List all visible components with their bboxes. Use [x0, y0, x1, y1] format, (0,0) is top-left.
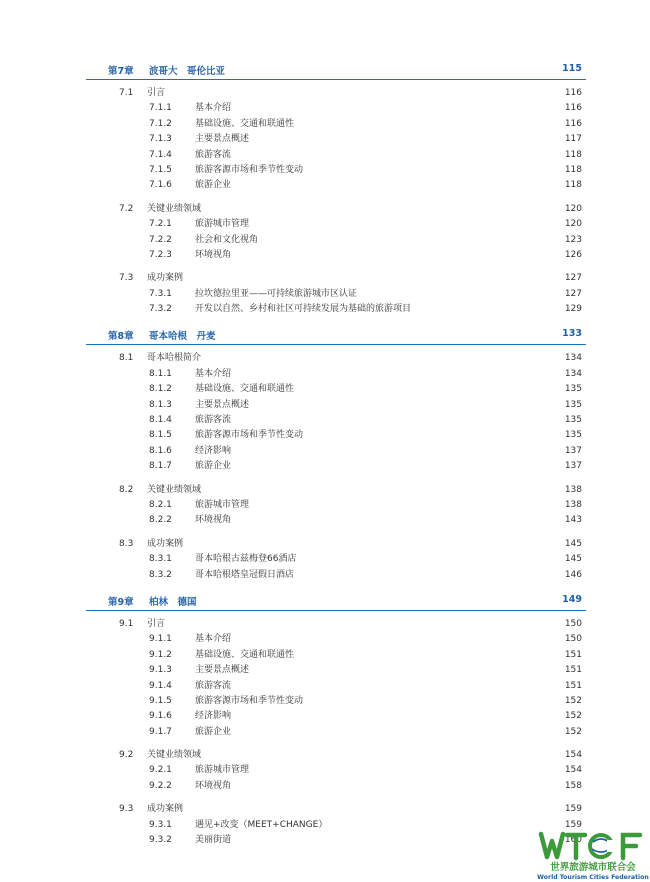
subsection-label: 基本介绍: [195, 634, 232, 645]
subsection-row: [86, 367, 586, 382]
subsection-page: 135: [564, 384, 582, 395]
subsection-page: 152: [564, 726, 582, 737]
subsection-row: [86, 444, 586, 459]
subsection-row: [86, 694, 586, 709]
subsection-row: [86, 498, 586, 513]
subsection-page: 146: [564, 569, 582, 580]
subsection-row: [86, 632, 586, 647]
chapter-page: 115: [562, 63, 582, 74]
subsection-row: [86, 552, 586, 567]
subsection-number: 7.3.2: [149, 304, 172, 315]
subsection-row: [86, 833, 586, 848]
chapter-number: 第9章: [108, 596, 134, 608]
subsection-label: 开发以自然、乡村和社区可持续发展为基础的旅游项目: [195, 304, 412, 315]
subsection-label: 环境视角: [195, 780, 232, 791]
subsection-label: 哥本哈根古兹梅登66酒店: [195, 554, 297, 565]
section-page: 127: [564, 273, 582, 284]
subsection-number: 8.1.6: [149, 445, 172, 456]
subsection-number: 9.1.5: [149, 695, 172, 706]
subsection-label: 基础设施、交通和联通性: [195, 118, 295, 129]
subsection-label: 旅游城市管理: [195, 499, 250, 510]
subsection-label: 旅游客源市场和季节性变动: [195, 164, 304, 175]
section-page: 154: [564, 750, 582, 761]
chapter-heading: [86, 591, 586, 611]
subsection-label: 拉坎德拉里亚——可持续旅游城市区认证: [195, 288, 358, 299]
logo-chinese: 世界旅游城市联合会: [550, 862, 636, 873]
subsection-number: 8.1.7: [149, 461, 172, 472]
subsection-label: 环境视角: [195, 515, 232, 526]
subsection-page: 118: [564, 164, 582, 175]
section-label: 引言: [147, 618, 166, 629]
subsection-number: 9.2.2: [149, 780, 172, 791]
section-label: 成功案例: [147, 273, 184, 284]
chapter-body: [86, 345, 586, 587]
subsection-number: 9.1.1: [149, 634, 172, 645]
logo-english: World Tourism Cities Federation: [537, 874, 649, 881]
subsection-row: [86, 287, 586, 302]
section-block: [86, 748, 586, 794]
subsection-row: [86, 679, 586, 694]
subsection-row: [86, 163, 586, 178]
section-block: [86, 483, 586, 529]
section-row: [86, 271, 586, 286]
section-row: [86, 617, 586, 632]
section-page: 120: [564, 203, 582, 214]
subsection-row: [86, 117, 586, 132]
subsection-row: [86, 398, 586, 413]
subsection-label: 主要景点概述: [195, 399, 250, 410]
subsection-page: 160: [564, 835, 582, 846]
subsection-number: 9.2.1: [149, 765, 172, 776]
subsection-label: 环境视角: [195, 249, 232, 260]
subsection-number: 9.1.6: [149, 711, 172, 722]
subsection-row: [86, 233, 586, 248]
subsection-label: 哥本哈根塔皇冠假日酒店: [195, 569, 295, 580]
subsection-number: 7.3.1: [149, 288, 172, 299]
chapter-number: 第7章: [108, 66, 134, 77]
chapter-page: 149: [562, 593, 582, 605]
section-number: 9.3: [119, 804, 134, 815]
subsection-page: 129: [564, 304, 582, 315]
subsection-page: 116: [564, 103, 582, 114]
section-page: 116: [564, 88, 582, 98]
subsection-label: 旅游客源市场和季节性变动: [195, 695, 304, 706]
subsection-row: [86, 568, 586, 583]
subsection-page: 150: [564, 634, 582, 645]
chapter-heading: [86, 325, 586, 345]
section-row: [86, 86, 586, 101]
subsection-row: [86, 428, 586, 443]
section-page: 134: [564, 353, 582, 364]
subsection-page: 117: [564, 134, 582, 145]
subsection-number: 7.1.2: [149, 118, 172, 129]
subsection-page: 135: [564, 399, 582, 410]
subsection-row: [86, 763, 586, 778]
section-label: 关键业绩领域: [147, 750, 202, 761]
subsection-label: 旅游企业: [195, 461, 232, 472]
chapter-page: 133: [562, 328, 582, 340]
subsection-number: 8.1.3: [149, 399, 172, 410]
subsection-page: 135: [564, 430, 582, 441]
subsection-label: 旅游客流: [195, 415, 232, 426]
subsection-label: 遇见+改变（MEET+CHANGE）: [195, 819, 328, 830]
subsection-number: 9.3.1: [149, 819, 172, 830]
section-number: 7.2: [119, 203, 134, 214]
section-block: [86, 802, 586, 848]
subsection-number: 8.2.1: [149, 499, 172, 510]
section-label: 哥本哈根简介: [147, 353, 202, 364]
section-row: [86, 748, 586, 763]
section-number: 8.3: [119, 538, 134, 549]
subsection-row: [86, 217, 586, 232]
subsection-page: 152: [564, 711, 582, 722]
subsection-label: 基本介绍: [195, 103, 232, 114]
section-row: [86, 351, 586, 366]
chapter-title: 柏林 德国: [149, 596, 197, 608]
subsection-page: 145: [564, 554, 582, 565]
subsection-label: 旅游城市管理: [195, 765, 250, 776]
section-block: [86, 271, 586, 317]
subsection-row: [86, 818, 586, 833]
subsection-number: 8.3.1: [149, 554, 172, 565]
subsection-page: 143: [564, 515, 582, 526]
section-number: 9.1: [119, 618, 134, 629]
subsection-label: 旅游企业: [195, 726, 232, 737]
subsection-label: 旅游客流: [195, 680, 232, 691]
subsection-number: 7.2.2: [149, 234, 172, 245]
subsection-page: 151: [564, 680, 582, 691]
chapter-number: 第8章: [108, 331, 134, 343]
subsection-row: [86, 132, 586, 147]
subsection-label: 美丽街道: [195, 835, 232, 846]
section-number: 7.1: [119, 88, 134, 98]
subsection-label: 基础设施、交通和联通性: [195, 384, 295, 395]
wtcf-logo-graphic: [537, 826, 650, 882]
section-label: 关键业绩领域: [147, 203, 202, 214]
subsection-row: [86, 148, 586, 163]
subsection-page: 151: [564, 665, 582, 676]
subsection-number: 9.1.7: [149, 726, 172, 737]
chapter-title: 哥本哈根 丹麦: [149, 331, 216, 343]
section-page: 138: [564, 484, 582, 495]
subsection-number: 9.1.2: [149, 649, 172, 660]
section-label: 引言: [147, 88, 166, 98]
subsection-page: 126: [564, 249, 582, 260]
subsection-page: 159: [564, 819, 582, 830]
subsection-row: [86, 101, 586, 116]
subsection-number: 8.2.2: [149, 515, 172, 526]
subsection-label: 旅游城市管理: [195, 219, 250, 230]
subsection-label: 基础设施、交通和联通性: [195, 649, 295, 660]
subsection-label: 社会和文化视角: [195, 234, 259, 245]
subsection-label: 主要景点概述: [195, 665, 250, 676]
subsection-row: [86, 382, 586, 397]
subsection-page: 158: [564, 780, 582, 791]
subsection-label: 旅游客流: [195, 149, 232, 160]
subsection-number: 7.1.3: [149, 134, 172, 145]
subsection-page: 118: [564, 149, 582, 160]
subsection-row: [86, 779, 586, 794]
section-number: 9.2: [119, 750, 134, 761]
subsection-page: 118: [564, 180, 582, 191]
section-number: 8.1: [119, 353, 134, 364]
subsection-number: 9.1.4: [149, 680, 172, 691]
subsection-label: 旅游客源市场和季节性变动: [195, 430, 304, 441]
section-row: [86, 202, 586, 217]
subsection-page: 151: [564, 649, 582, 660]
section-label: 关键业绩领域: [147, 484, 202, 495]
section-number: 8.2: [119, 484, 134, 495]
subsection-label: 主要景点概述: [195, 134, 250, 145]
subsection-row: [86, 648, 586, 663]
subsection-page: 152: [564, 695, 582, 706]
section-page: 150: [564, 618, 582, 629]
subsection-row: [86, 709, 586, 724]
subsection-row: [86, 513, 586, 528]
subsection-page: 138: [564, 499, 582, 510]
subsection-number: 8.3.2: [149, 569, 172, 580]
subsection-row: [86, 413, 586, 428]
table-of-contents: [86, 57, 586, 853]
subsection-row: [86, 178, 586, 193]
section-block: [86, 537, 586, 583]
subsection-number: 9.1.3: [149, 665, 172, 676]
chapter-heading: [86, 60, 586, 80]
subsection-number: 8.1.4: [149, 415, 172, 426]
subsection-number: 9.3.2: [149, 835, 172, 846]
subsection-page: 137: [564, 445, 582, 456]
section-block: [86, 202, 586, 264]
section-block: [86, 351, 586, 474]
section-label: 成功案例: [147, 538, 184, 549]
section-page: 145: [564, 538, 582, 549]
section-row: [86, 483, 586, 498]
subsection-page: 120: [564, 219, 582, 230]
subsection-number: 8.1.5: [149, 430, 172, 441]
subsection-number: 7.2.1: [149, 219, 172, 230]
subsection-number: 7.2.3: [149, 249, 172, 260]
subsection-page: 135: [564, 415, 582, 426]
subsection-number: 8.1.1: [149, 368, 172, 379]
chapter-body: [86, 611, 586, 853]
subsection-label: 经济影响: [195, 445, 232, 456]
subsection-page: 123: [564, 234, 582, 245]
subsection-number: 7.1.4: [149, 149, 172, 160]
subsection-number: 7.1.5: [149, 164, 172, 175]
subsection-row: [86, 248, 586, 263]
subsection-page: 154: [564, 765, 582, 776]
chapter-body: [86, 80, 586, 322]
subsection-row: [86, 302, 586, 317]
subsection-row: [86, 725, 586, 740]
chapter-list: [86, 60, 586, 853]
subsection-number: 7.1.1: [149, 103, 172, 114]
section-block: [86, 86, 586, 194]
section-page: 159: [564, 804, 582, 815]
subsection-label: 经济影响: [195, 711, 232, 722]
chapter-title: 波哥大 哥伦比亚: [149, 66, 226, 77]
section-block: [86, 617, 586, 740]
subsection-row: [86, 459, 586, 474]
subsection-number: 7.1.6: [149, 180, 172, 191]
subsection-page: 127: [564, 288, 582, 299]
subsection-number: 8.1.2: [149, 384, 172, 395]
section-row: [86, 537, 586, 552]
wtcf-logo: [537, 826, 650, 882]
section-row: [86, 802, 586, 817]
subsection-page: 134: [564, 368, 582, 379]
subsection-row: [86, 663, 586, 678]
subsection-page: 116: [564, 118, 582, 129]
subsection-label: 旅游企业: [195, 180, 232, 191]
section-label: 成功案例: [147, 804, 184, 815]
subsection-page: 137: [564, 461, 582, 472]
subsection-label: 基本介绍: [195, 368, 232, 379]
section-number: 7.3: [119, 273, 134, 284]
